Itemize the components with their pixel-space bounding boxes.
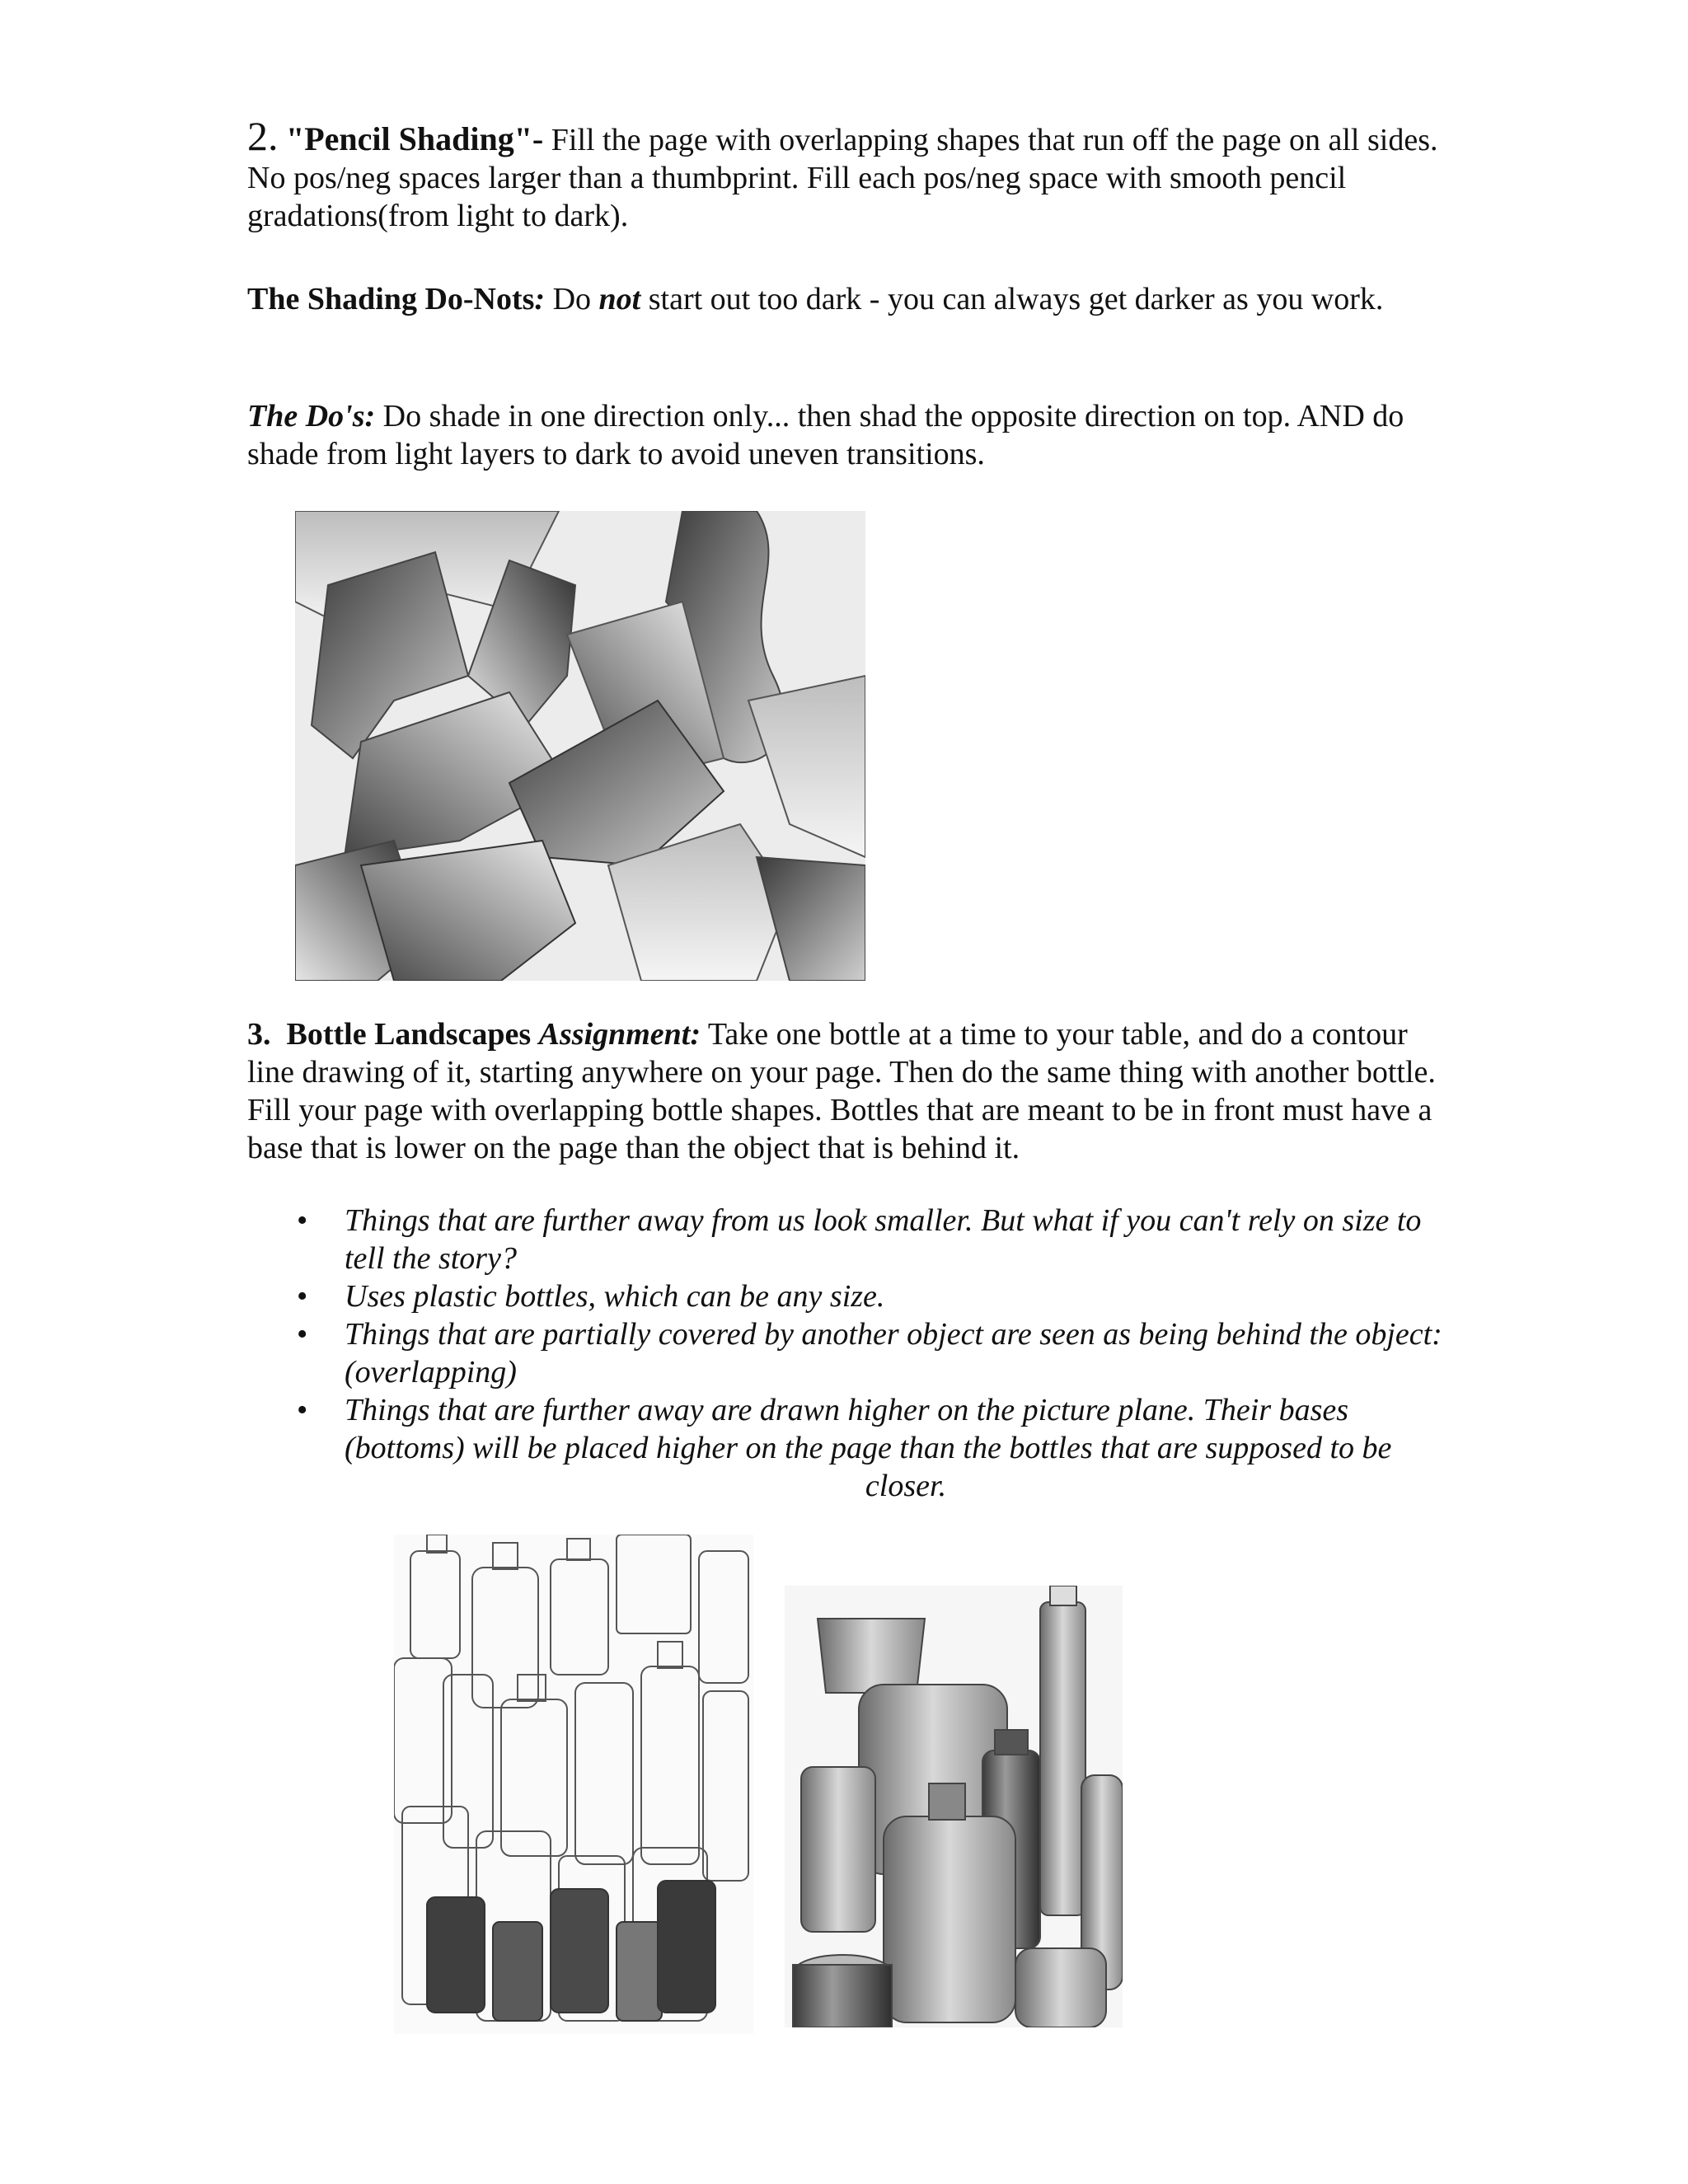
shading-donots: [247, 280, 1451, 318]
section-3-text: Take one bottle at a time to your table, and do a contour line drawing of it, starting anywhere on your page. Then do the same thing with another bottle. Fill your page with overlapping bottle shapes. Bottles that are meant to be in front must have a base that is lower on the page than the object that is behind it.: [247, 1017, 1436, 1165]
perspective-tips-list: [297, 1202, 1467, 1505]
section-2-title: "Pencil Shading"-: [286, 120, 544, 157]
pencil-shading-image: [295, 511, 865, 981]
section-3-intro: [247, 1015, 1451, 1167]
list-item-last-word: closer.: [865, 1469, 947, 1503]
section-2-number: 2.: [247, 113, 279, 159]
donots-do: Do: [552, 282, 592, 316]
list-item: [297, 1391, 1467, 1505]
bottle-shaded-drawing: [785, 1586, 1123, 2027]
assignment-label: Assignment:: [538, 1017, 701, 1052]
bottle-contour-drawing: [394, 1535, 753, 2034]
donots-not: not: [598, 282, 641, 316]
list-item: • Things that are further away from us look smaller. But what if you can't rely on size to tell the story?: [297, 1202, 1467, 1277]
section-3-number: 3.: [247, 1017, 271, 1052]
list-item: • Uses plastic bottles, which can be any size.: [297, 1277, 1467, 1315]
list-item-text: Things that are further away are drawn higher on the picture plane. Their bases (bottoms) will be placed higher on the page than the bottles that are supposed to be: [345, 1393, 1392, 1465]
donots-label: The Shading Do-Nots: [247, 282, 535, 316]
dos-text: Do shade in one direction only... then shad the opposite direction on top. AND do shade from light layers to dark to avoid uneven transitions.: [247, 399, 1404, 471]
section-2-intro: [247, 113, 1451, 235]
donots-colon: :: [534, 282, 546, 316]
list-item: • Things that are partially covered by another object are seen as being behind the object: (overlapping): [297, 1315, 1467, 1391]
dos-label: The Do's:: [247, 399, 376, 434]
section-3-title: Bottle Landscapes: [286, 1017, 532, 1052]
donots-text: start out too dark - you can always get darker as you work.: [648, 282, 1384, 316]
section-2-text: Fill the page with overlapping shapes that run off the page on all sides. No pos/neg spaces larger than a thumbprint. Fill each pos/neg space with smooth pencil gradations(from light to dark).: [247, 123, 1438, 233]
shading-dos: [247, 397, 1451, 473]
